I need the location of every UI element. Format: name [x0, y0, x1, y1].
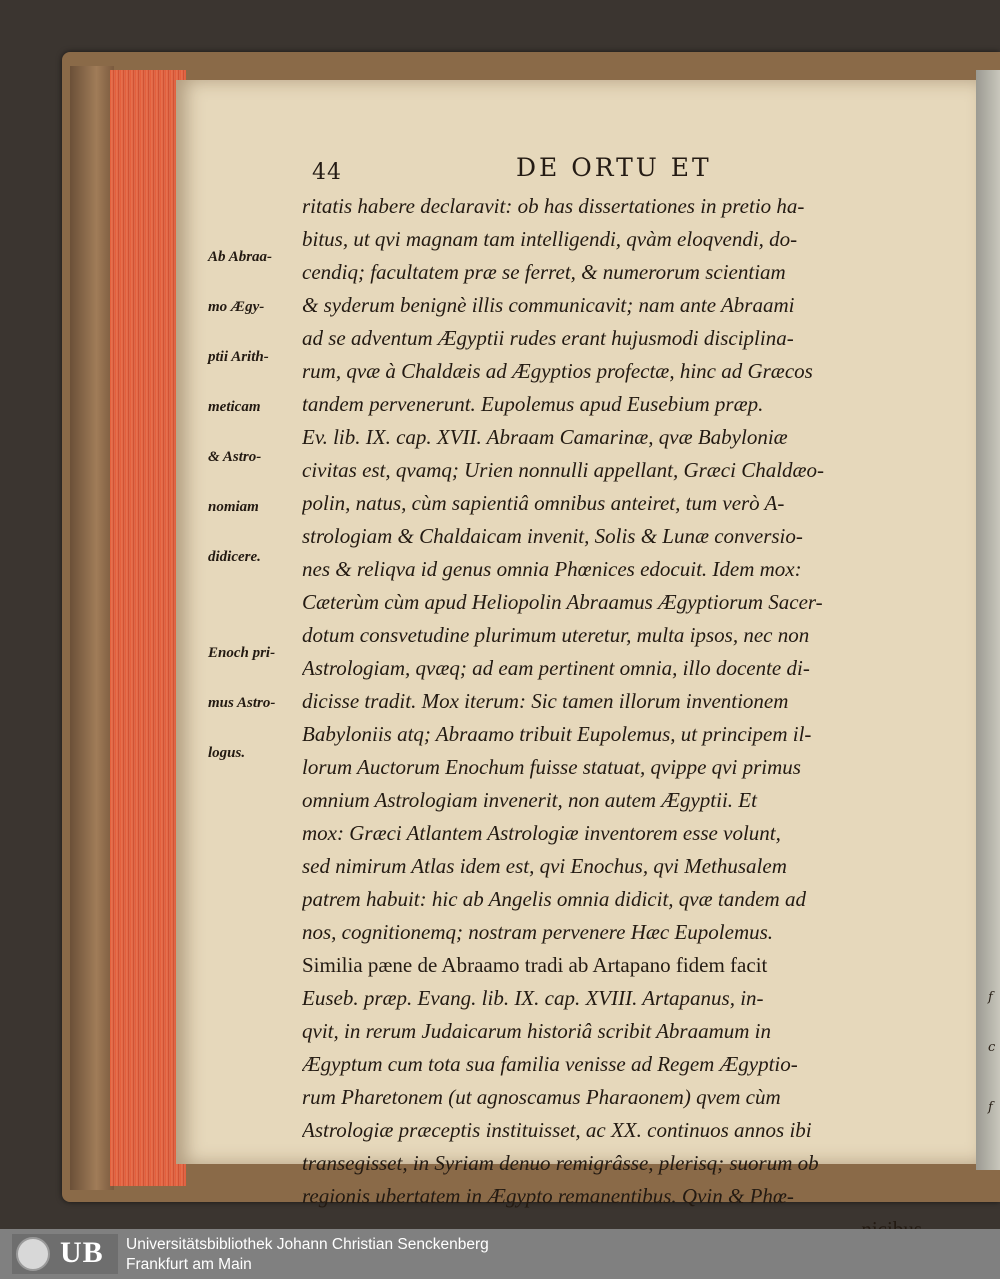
marginal-note-line: & Astro- — [208, 449, 262, 465]
adjacent-page-letter: f — [988, 1100, 993, 1115]
marginal-note-line: ptii Arith- — [208, 349, 269, 365]
text-line: dicisse tradit. Mox iterum: Sic tamen illorum inventionem — [302, 689, 789, 713]
marginal-note-line: mus Astro- — [208, 695, 276, 711]
text-line: tandem pervenerunt. Eupolemus apud Eusebium præp. — [302, 392, 764, 416]
text-line: Ev. lib. IX. cap. XVII. Abraam Camarinæ, qvæ Babyloniæ — [302, 425, 788, 449]
text-line: Ægyptum cum tota sua familia venisse ad Regem Ægyptio- — [302, 1052, 798, 1076]
marginal-note-line: meticam — [208, 399, 261, 415]
marginal-note-line: didicere. — [208, 549, 261, 565]
running-title: DE ORTU ET — [516, 153, 712, 182]
text-line: bitus, ut qvi magnam tam intelligendi, qvàm eloqvendi, do- — [302, 227, 798, 251]
text-line: dotum consvetudine plurimum uteretur, multa ipsos, nec non — [302, 623, 810, 647]
text-line: Similia pæne de Abraamo tradi ab Artapano fidem facit — [302, 953, 768, 977]
library-logo — [12, 1234, 118, 1274]
text-line: civitas est, qvamq; Urien nonnulli appellant, Græci Chaldæo- — [302, 458, 825, 482]
library-name — [126, 1235, 489, 1275]
text-line: transegisset, in Syriam denuo remigrâsse, plerisq; suorum ob — [302, 1151, 819, 1175]
marginal-note-line: mo Ægy- — [208, 299, 265, 315]
logo-text: UB — [60, 1236, 104, 1269]
text-line: Cæterùm cùm apud Heliopolin Abraamus Ægyptiorum Sacer- — [302, 590, 823, 614]
text-line: Euseb. præp. Evang. lib. IX. cap. XVIII. Artapanus, in- — [302, 986, 764, 1010]
library-name-line2: Frankfurt am Main — [126, 1256, 252, 1273]
text-line: sed nimirum Atlas idem est, qvi Enochus, qvi Methusalem — [302, 854, 787, 878]
text-line: ad se adventum Ægyptii rudes erant hujusmodi disciplina- — [302, 326, 794, 350]
text-line: Astrologiæ præceptis instituisset, ac XX. continuos annos ibi — [302, 1118, 812, 1142]
text-line: regionis ubertatem in Ægypto remanentibus. Qvin & Phœ- — [302, 1184, 794, 1208]
adjacent-page-letter: f — [988, 990, 993, 1005]
red-page-edges — [110, 70, 186, 1186]
text-line: omnium Astrologiam invenerit, non autem Ægyptii. Et — [302, 788, 757, 812]
marginal-note-line: Ab Abraa- — [208, 249, 273, 265]
marginal-note-line: logus. — [208, 745, 246, 761]
marginal-note-abraam — [208, 232, 303, 582]
body-text — [302, 190, 922, 1246]
text-line: lorum Auctorum Enochum fuisse statuat, qvippe qvi primus — [302, 755, 801, 779]
seal-icon — [16, 1237, 50, 1271]
text-line: mox: Græci Atlantem Astrologiæ inventorem esse volunt, — [302, 821, 781, 845]
text-line: rum, qvæ à Chaldæis ad Ægyptios profectæ, hinc ad Græcos — [302, 359, 813, 383]
text-line: Babyloniis atq; Abraamo tribuit Eupolemus, ut principem il- — [302, 722, 812, 746]
text-line: strologiam & Chaldaicam invenit, Solis & Lunæ conversio- — [302, 524, 803, 548]
text-line: qvit, in rerum Judaicarum historiâ scribit Abraamum in — [302, 1019, 771, 1043]
text-line: cendiq; facultatem præ se ferret, & numerorum scientiam — [302, 260, 786, 284]
text-line: Astrologiam, qvæq; ad eam pertinent omnia, illo docente di- — [302, 656, 810, 680]
text-line: rum Pharetonem (ut agnoscamus Pharaonem) qvem cùm — [302, 1085, 781, 1109]
text-line: polin, natus, cùm sapientiâ omnibus anteiret, tum verò A- — [302, 491, 785, 515]
text-line: & syderum benignè illis communicavit; nam ante Abraami — [302, 293, 795, 317]
marginal-note-line: nomiam — [208, 499, 259, 515]
marginal-note-enoch — [208, 628, 303, 778]
adjacent-page-strip — [976, 70, 1000, 1170]
text-line: ritatis habere declaravit: ob has dissertationes in pretio ha- — [302, 194, 805, 218]
text-line: patrem habuit: hic ab Angelis omnia didicit, qvæ tandem ad — [302, 887, 806, 911]
text-line: nes & reliqva id genus omnia Phœnices edocuit. Idem mox: — [302, 557, 802, 581]
marginal-note-line: Enoch pri- — [208, 645, 276, 661]
text-line: nos, cognitionemq; nostram pervenere Hæc Eupolemus. — [302, 920, 774, 944]
library-footer — [0, 1229, 1000, 1279]
page-number: 44 — [312, 160, 342, 185]
library-name-line1: Universitätsbibliothek Johann Christian Senckenberg — [126, 1236, 489, 1253]
adjacent-page-letter: c — [988, 1040, 996, 1055]
book-cover-edge — [70, 66, 114, 1190]
